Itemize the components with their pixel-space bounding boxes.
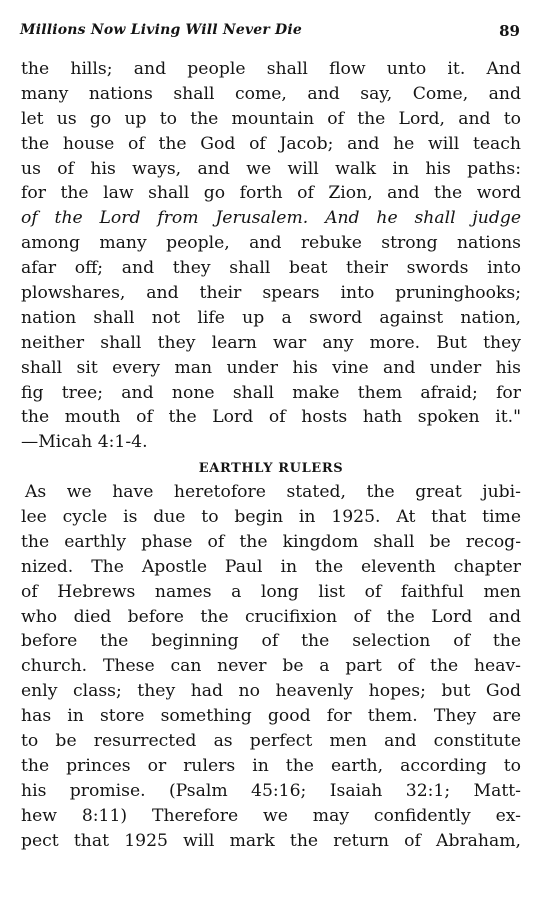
- text-line: let us go up to the mountain of the Lord, and to: [21, 108, 521, 129]
- text-line: the princes or rulers in the earth, according to: [21, 755, 521, 776]
- text-line: afar off; and they shall beat their swords into: [21, 258, 521, 279]
- text-line: for the law shall go forth of Zion, and the word: [21, 183, 521, 204]
- text-line: to be resurrected as perfect men and constitute: [21, 731, 521, 752]
- page-number: 89: [499, 22, 520, 40]
- section-heading: EARTHLY RULERS: [198, 461, 344, 477]
- text-line: shall sit every man under his vine and under his: [21, 357, 521, 378]
- text-line: As we have heretofore stated, the great jubi-: [25, 482, 521, 503]
- text-line: nation shall not life up a sword against nation,: [21, 307, 521, 328]
- text-line: nized. The Apostle Paul in the eleventh chapter: [21, 556, 521, 577]
- text-line: among many people, and rebuke strong nations: [21, 233, 521, 254]
- text-line: hew 8:11) Therefore we may confidently ex-: [21, 805, 521, 826]
- text-line: who died before the crucifixion of the Lord and: [21, 606, 521, 627]
- text-line: many nations shall come, and say, Come, and: [21, 83, 521, 104]
- text-line: has in store something good for them. They are: [21, 706, 521, 727]
- text-line: plowshares, and their spears into pruninghooks;: [21, 283, 521, 304]
- text-line: neither shall they learn war any more. But they: [21, 332, 521, 353]
- body-text: [21, 57, 521, 854]
- text-line: enly class; they had no heavenly hopes; but God: [21, 681, 521, 702]
- text-line: his promise. (Psalm 45:16; Isaiah 32:1; Matt-: [21, 780, 521, 801]
- text-line: fig tree; and none shall make them afraid; for: [21, 382, 521, 403]
- text-line: pect that 1925 will mark the return of Abraham,: [21, 830, 521, 851]
- text-line: of Hebrews names a long list of faithful men: [21, 581, 521, 602]
- text-line: the house of the God of Jacob; and he will teach: [21, 133, 521, 154]
- running-title: Millions Now Living Will Never Die: [20, 22, 303, 38]
- italic-text-line: of the Lord from Jerusalem. And he shall judge: [21, 208, 521, 229]
- text-line: lee cycle is due to begin in 1925. At that time: [21, 507, 521, 528]
- text-line: the earthly phase of the kingdom shall be recog-: [21, 531, 521, 552]
- text-line: the mouth of the Lord of hosts hath spoken it.": [21, 407, 521, 428]
- text-line: church. These can never be a part of the heav-: [21, 656, 521, 677]
- text-line: the hills; and people shall flow unto it. And: [21, 59, 521, 79]
- text-line: before the beginning of the selection of the: [21, 631, 521, 652]
- text-line: us of his ways, and we will walk in his paths:: [21, 158, 521, 179]
- scripture-citation: —Micah 4:1-4.: [21, 432, 148, 453]
- running-head: [20, 22, 520, 46]
